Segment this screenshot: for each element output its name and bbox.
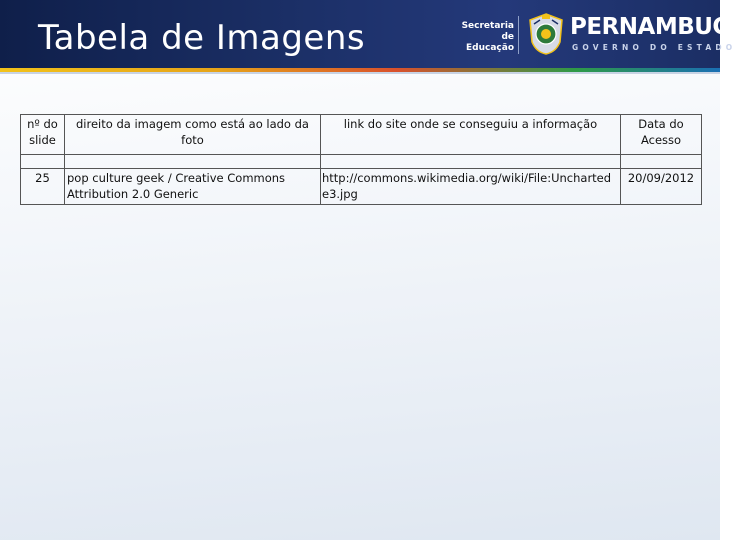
spacer-cell bbox=[21, 155, 65, 169]
header-source-link: link do site onde se conseguiu a informação bbox=[321, 115, 621, 155]
table-header-row bbox=[21, 115, 702, 155]
spacer-cell bbox=[621, 155, 702, 169]
spacer-cell bbox=[321, 155, 621, 169]
cell-access-date: 20/09/2012 bbox=[621, 169, 702, 205]
header-bar bbox=[0, 0, 748, 68]
header-access-date: Data do Acesso bbox=[621, 115, 702, 155]
header-divider bbox=[0, 72, 720, 74]
logo-subtitle: GOVERNO DO ESTADO bbox=[572, 43, 737, 52]
header-slide-number: nº do slide bbox=[21, 115, 65, 155]
image-table bbox=[20, 114, 702, 205]
logo-department-line1: Secretaria de bbox=[461, 21, 514, 42]
logo-divider bbox=[518, 16, 519, 54]
cell-image-rights: pop culture geek / Creative Commons Attribution 2.0 Generic bbox=[65, 169, 321, 205]
logo-department-line2: Educação bbox=[466, 43, 514, 53]
page-title: Tabela de Imagens bbox=[38, 18, 366, 58]
state-crest-icon bbox=[526, 12, 566, 56]
table-spacer-row bbox=[21, 155, 702, 169]
logo-department bbox=[452, 21, 514, 54]
table-row bbox=[21, 169, 702, 205]
government-logo bbox=[452, 10, 748, 58]
cell-source-link[interactable]: http://commons.wikimedia.org/wiki/File:Uncharted e3.jpg bbox=[321, 169, 621, 205]
header-image-rights: direito da imagem como está ao lado da foto bbox=[65, 115, 321, 155]
spacer-cell bbox=[65, 155, 321, 169]
cell-slide-number: 25 bbox=[21, 169, 65, 205]
logo-wordmark: PERNAMBUCO bbox=[570, 14, 748, 40]
